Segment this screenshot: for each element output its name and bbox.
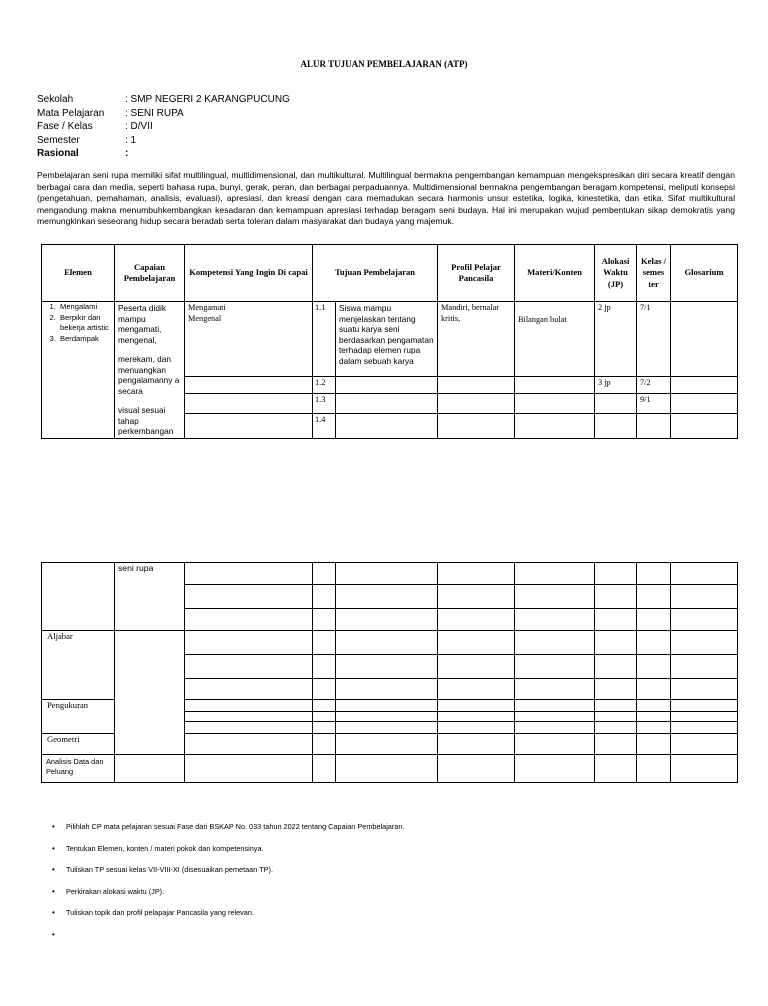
tujuan-text: [336, 394, 438, 414]
info-row-semester: [37, 134, 290, 148]
tujuan-text: [336, 376, 438, 393]
glosarium-cell: [671, 414, 738, 438]
header-kelas: Kelas / semes ter: [637, 245, 671, 302]
list-item: 3. Berdampak: [58, 334, 114, 345]
info-row-fase-kelas: [37, 120, 290, 134]
kompetensi-cell: [185, 376, 313, 393]
atp-table: [41, 244, 738, 439]
info-value: :: [125, 148, 129, 159]
elemen-geometri: Geometri: [42, 734, 115, 755]
instruction-list: [52, 822, 404, 952]
table-row: [42, 302, 738, 377]
info-row-rasional: [37, 147, 290, 161]
kompetensi-cell: [185, 414, 313, 438]
kompetensi-cell: [185, 394, 313, 414]
alokasi-cell: 2 jp: [595, 302, 637, 377]
tujuan-text: Siswa mampu menjelaskan tentang suatu karya seni berdasarkan pengamatan terhadap elemen rupa dalam sebuah karya: [336, 302, 438, 377]
instruction-text: Perkirakan alokasi waktu (JP).: [66, 886, 165, 896]
header-materi: Materi/Konten: [515, 245, 595, 302]
materi-cell: [515, 376, 595, 393]
materi-cell: Bilangan bulat: [515, 302, 595, 377]
kompetensi-text: Mengenal: [188, 313, 222, 323]
glosarium-cell: [671, 376, 738, 393]
glosarium-cell: [671, 394, 738, 414]
info-row-sekolah: [37, 93, 290, 107]
atp-table-continued: [41, 562, 738, 783]
instruction-text: Tentukan Elemen, konten / materi pokok dan kompetensinya.: [66, 843, 264, 853]
instruction-text: Tuliskan topik dan profil pelapajar Pancasila yang relevan.: [66, 908, 254, 918]
capaian-cell: [115, 302, 185, 439]
list-item: • Perkirakan alokasi waktu (JP).: [52, 886, 165, 896]
header-profil: Profil Pelajar Pancasila: [438, 245, 515, 302]
info-value: : D/VII: [125, 121, 153, 132]
header-glosarium: Glosarium: [671, 245, 738, 302]
elemen-pengukuran: Pengukuran: [42, 700, 115, 734]
glosarium-cell: [671, 302, 738, 377]
info-value: : SMP NEGERI 2 KARANGPUCUNG: [125, 94, 290, 105]
rasional-paragraph: Pembelajaran seni rupa memiliki sifat multilingual, multidimensional, dan multikultural. Multilingual bermakna pengembangan kemampuan mengekspresikan diri secara kreatif dengan berbagai cara dan media, seperti bahasa rupa, bunyi, gerak, peran, dan berbagai perpaduannya. Multidimensional bermakna pengembangan beragam kompetensi, meliputi konsepsi (pengetahuan, pemahaman, analisis, evaluasi), apresiasi, dan kreasi dengan cara memadukan secara harmonis unsur estetika, logika, kinestetika, dan etika. Sifat multikultural mengandung makna menumbuhkembangkan kesadaran dan kemampuan apresiasi terhadap beragam seni budaya. Hal ini merupakan wujud pembentukan sikap demokratis yang memungkinkan seseorang hidup secara beradab serta toleran dalam masyarakat dan budaya yang majemuk.: [37, 170, 735, 227]
list-item: • Pilihlah CP mata pelajaran sesuai Fase dari BSKAP No. 033 tahun 2022 tentang Capaian Pembelajaran.: [52, 822, 405, 831]
info-value: : 1: [125, 134, 137, 146]
alokasi-cell: [595, 414, 637, 438]
info-value: : SENI RUPA: [125, 107, 184, 119]
info-label: Fase / Kelas: [37, 121, 93, 132]
list-item: • Tuliskan TP sesuai kelas VII-VIII-XI (disesuaikan pemetaan TP).: [52, 865, 273, 875]
capaian-continued: seni rupa: [115, 563, 185, 631]
profil-cell: [438, 394, 515, 414]
list-item: •: [52, 929, 55, 939]
table-header-row: [42, 245, 738, 302]
capaian-text: Peserta didik mampu mengamati, mengenal,: [118, 303, 166, 345]
list-item: • Tentukan Elemen, konten / materi pokok dan kompetensinya.: [52, 843, 264, 853]
elemen-cell: [42, 302, 115, 439]
profil-cell: [438, 376, 515, 393]
header-capaian: Capaian Pembelajaran: [115, 245, 185, 302]
materi-cell: [515, 394, 595, 414]
alokasi-cell: 3 jp: [595, 376, 637, 393]
kelas-cell: 7/1: [637, 302, 671, 377]
kompetensi-text: Mengamati: [188, 303, 226, 312]
header-elemen: Elemen: [42, 245, 115, 302]
instruction-text: Tuliskan TP sesuai kelas VII-VIII-XI (disesuaikan pemetaan TP).: [66, 865, 273, 875]
capaian-text: merekam, dan menuangkan pengalamanny a secara: [118, 354, 180, 396]
document-title: ALUR TUJUAN PEMBELAJARAN (ATP): [300, 59, 468, 69]
elemen-analisis: Analisis Data dan Peluang: [42, 755, 115, 783]
materi-cell: [515, 414, 595, 438]
tujuan-text: [336, 414, 438, 438]
tujuan-number: 1.4: [313, 414, 336, 438]
tujuan-number: 1.1: [313, 302, 336, 377]
info-label: Rasional: [37, 148, 79, 159]
list-item: 2. Berpikir dan bekerja artistic: [58, 313, 114, 334]
tujuan-number: 1.3: [313, 394, 336, 414]
table-row: [42, 755, 738, 783]
table-row: [42, 563, 738, 585]
list-item: • Tuliskan topik dan profil pelapajar Pancasila yang relevan.: [52, 908, 254, 918]
kelas-cell: 7/2: [637, 376, 671, 393]
info-label: Sekolah: [37, 94, 74, 105]
info-block: [37, 93, 290, 161]
list-item: 1. Mengalami: [58, 302, 114, 313]
profil-cell: Mandiri, bernalar kritis,: [438, 302, 515, 377]
kelas-cell: 9/1: [637, 394, 671, 414]
header-kompetensi: Kompetensi Yang Ingin Di capai: [185, 245, 313, 302]
profil-cell: [438, 414, 515, 438]
capaian-text: visual sesuai tahap perkembangan: [118, 405, 174, 436]
header-tujuan: Tujuan Pembelajaran: [313, 245, 438, 302]
info-label: Semester: [37, 134, 80, 146]
info-row-mata-pelajaran: [37, 107, 290, 121]
alokasi-cell: [595, 394, 637, 414]
table-row: [42, 631, 738, 655]
elemen-list: [42, 302, 114, 344]
tujuan-number: 1.2: [313, 376, 336, 393]
info-label: Mata Pelajaran: [37, 107, 105, 119]
kelas-cell: [637, 414, 671, 438]
header-alokasi: Alokasi Waktu (JP): [595, 245, 637, 302]
elemen-aljabar: Aljabar: [42, 631, 115, 700]
kompetensi-cell: [185, 302, 313, 377]
instruction-text: Pilihlah CP mata pelajaran sesuai Fase dari BSKAP No. 033 tahun 2022 tentang Capaian Pembelajaran.: [66, 822, 405, 831]
